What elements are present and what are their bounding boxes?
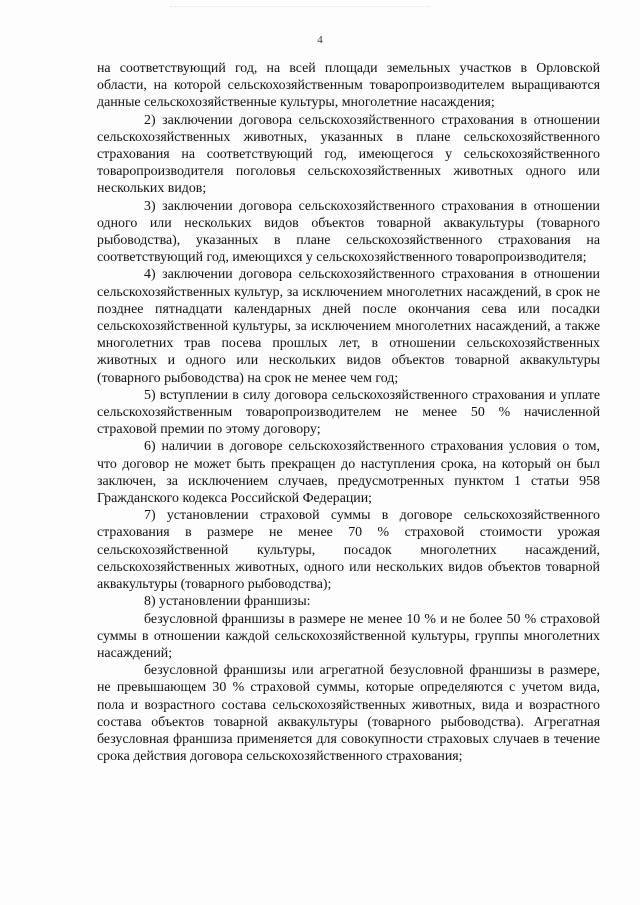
paragraph-continuation: на соответствующий год, на всей площади земельных участков в Орловской области, на которой сельскохозяйственным товаропроизводителем выращиваются данные сельскохозяйственные культуры, многолетние насаждения;: [97, 61, 600, 111]
paragraph-item-8: 8) установлении франшизы:: [144, 594, 311, 610]
paragraph-franchise-unconditional: безусловной франшизы в размере не менее 10 % и не более 50 % страховой суммы в отношении каждой сельскохозяйственной культуры, группы многолетних насаждений;: [97, 611, 600, 661]
paragraph-item-3: 3) заключении договора сельскохозяйственного страхования в отношении одного или нескольких видов объектов товарной аквакультуры (товарного рыбоводства), указанных в плане сельскохозяйственного страхования на соответствующий год, имеющихся у сельскохозяйственного товаропроизводителя;: [97, 198, 600, 266]
scan-artifact: [170, 6, 430, 21]
paragraph-franchise-aggregate: безусловной франшизы или агрегатной безусловной франшизы в размере, не превышающем 30 % страховой суммы, которые определяются с учетом вида, пола и возрастного состава сельскохозяйственных животных, вида и возрастного состава объектов товарной аквакультуры (товарного рыбоводства). Агрегатная безусловная франшиза применяется для совокупности страховых случаев в течение срока действия договора сельскохозяйственного страхования;: [97, 663, 600, 765]
paragraph-item-2: 2) заключении договора сельскохозяйственного страхования в отношении сельскохозяйственных животных, указанных в плане сельскохозяйственного страхования на соответствующий год, имеющегося у сельскохозяйственного товаропроизводителя поголовья сельскохозяйственных животных одного или нескольких видов;: [97, 112, 600, 197]
document-body: [97, 60, 600, 765]
paragraph-item-4: 4) заключении договора сельскохозяйственного страхования в отношении сельскохозяйственных культур, за исключением многолетних насаждений, в срок не позднее пятнадцати календарных дней после окончания сева или посадки сельскохозяйственной культуры, за исключением многолетних насаждений, а также многолетних трав посева прошлых лет, в отношении сельскохозяйственных животных и одного или нескольких видов объектов товарной аквакультуры (товарного рыбоводства) на срок не менее чем год;: [97, 267, 600, 386]
page-number: 4: [317, 34, 323, 46]
paragraph-item-6: 6) наличии в договоре сельскохозяйственного страхования условия о том, что договор не может быть прекращен до наступления срока, на который он был заключен, за исключением случаев, предусмотренных пунктом 1 статьи 958 Гражданского кодекса Российской Федерации;: [97, 439, 600, 507]
paragraph-item-7: 7) установлении страховой суммы в договоре сельскохозяйственного страхования в размере не менее 70 % страховой стоимости урожая сельскохозяйственной культуры, посадок многолетних насаждений, сельскохозяйственных животных, одного или нескольких видов объектов товарной аквакультуры (товарного рыбоводства);: [97, 508, 600, 593]
paragraph-item-5: 5) вступлении в силу договора сельскохозяйственного страхования и уплате сельскохозяйственным товаропроизводителем не менее 50 % начисленной страховой премии по этому договору;: [97, 387, 600, 438]
